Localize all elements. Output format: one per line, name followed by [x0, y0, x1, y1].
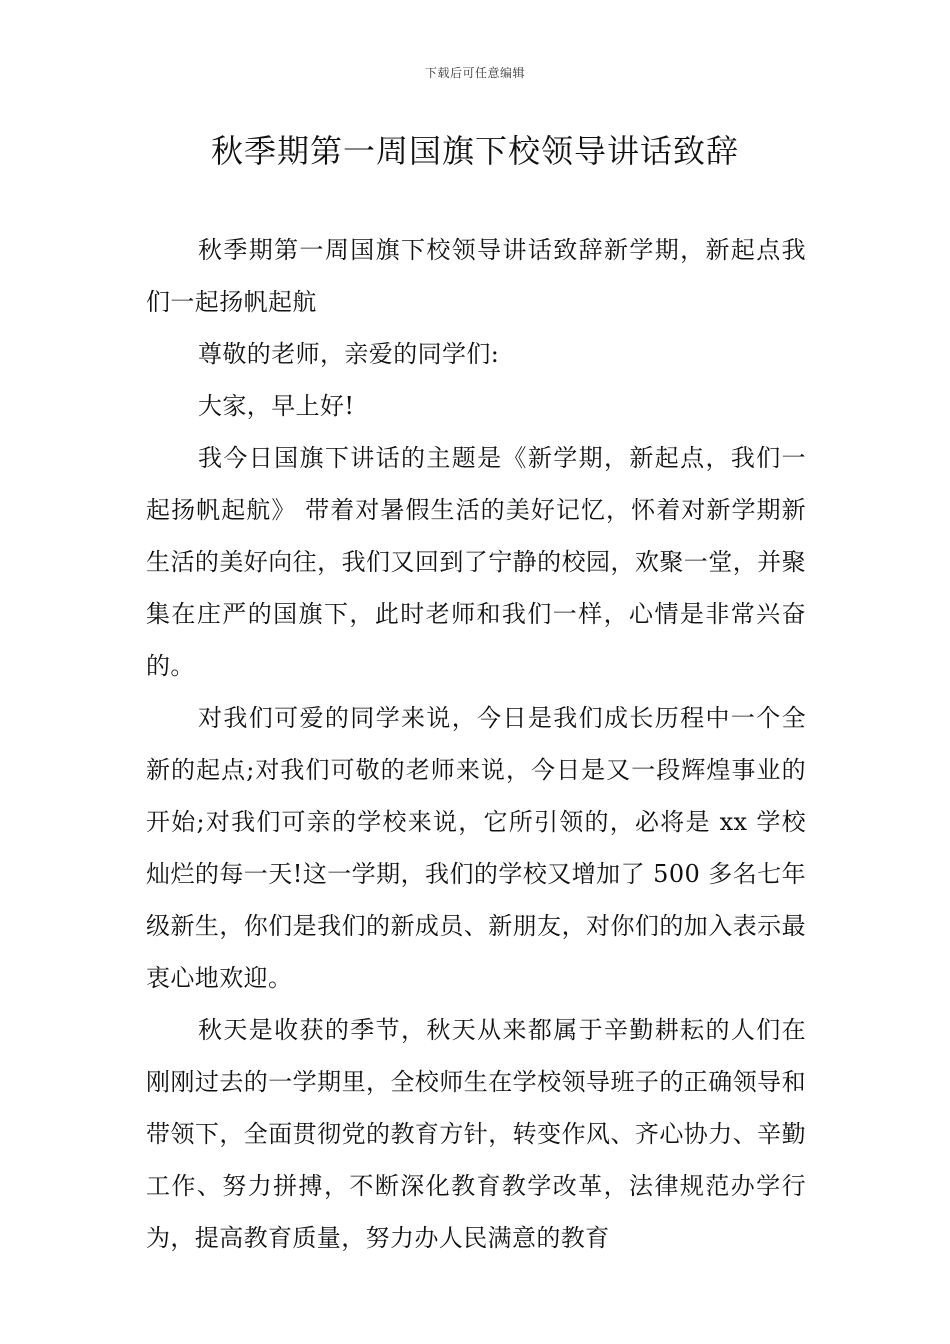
paragraph-salutation: 尊敬的老师，亲爱的同学们: [198, 340, 500, 368]
paragraph-welcome: 对我们可爱的同学来说，今日是我们成长历程中一个全新的起点;对我们可敬的老师来说，今日是又一段辉煌事业的开始;对我们可亲的学校来说，它所引领的，必将是 xx 学校灿烂的每一天!这一学期，我们的学校又增加了 500 多名七年级新生，你们是我们的新成员、新朋友，对你们的加入表示最衷心地欢迎。 [146, 704, 806, 992]
paragraph-theme: 我今日国旗下讲话的主题是《新学期，新起点，我们一起扬帆起航》 带着对暑假生活的美好记忆，怀着对新学期新生活的美好向往，我们又回到了宁静的校园，欢聚一堂，并聚集在庄严的国旗下，此时老师和我们一样，心情是非常兴奋的。 [146, 444, 806, 680]
document-body [146, 224, 806, 1264]
document-title: 秋季期第一周国旗下校领导讲话致辞 [210, 132, 739, 170]
paragraph-autumn: 秋天是收获的季节，秋天从来都属于辛勤耕耘的人们在刚刚过去的一学期里，全校师生在学校领导班子的正确领导和带领下，全面贯彻党的教育方针，转变作风、齐心协力、辛勤工作、努力拼搏，不断深化教育教学改革，法律规范办学行为，提高教育质量，努力办人民满意的教育 [146, 1016, 806, 1252]
paragraph-intro: 秋季期第一周国旗下校领导讲话致辞新学期，新起点我们一起扬帆起航 [146, 236, 806, 316]
paragraph-greeting: 大家，早上好! [198, 392, 355, 420]
header-note: 下载后可任意编辑 [424, 66, 525, 80]
